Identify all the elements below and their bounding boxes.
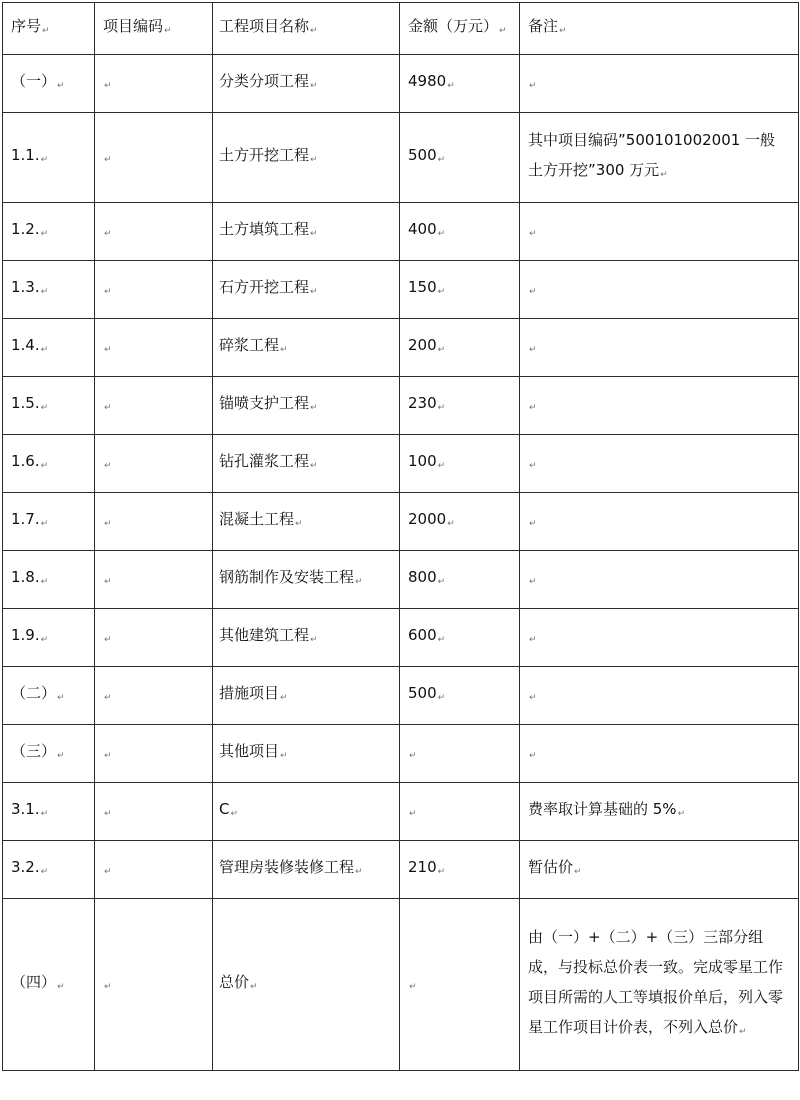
cell-seq-text: （三） (11, 742, 57, 760)
paragraph-mark-icon: ↵ (437, 155, 446, 165)
paragraph-mark-icon: ↵ (529, 461, 537, 471)
cell-name-text: 钢筋制作及安装工程 (219, 568, 355, 586)
table-row (3, 261, 799, 319)
cell-name-text: 其他项目 (219, 742, 280, 760)
cell-note (520, 261, 799, 319)
cell-note-text: 由（一）+（二）+（三）三部分组成，与投标总价表一致。完成零星工作项目所需的人工等填报价单后，列入零星工作项目计价表，不列入总价 (528, 928, 784, 1036)
cell-amount (400, 725, 520, 783)
cell-note (520, 203, 799, 261)
paragraph-mark-icon: ↵ (355, 577, 363, 587)
table-row (3, 203, 799, 261)
paragraph-mark-icon: ↵ (355, 867, 363, 877)
paragraph-mark-icon: ↵ (280, 751, 288, 761)
paragraph-mark-icon: ↵ (499, 26, 507, 36)
header-note (520, 3, 799, 55)
paragraph-mark-icon: ↵ (104, 81, 112, 91)
paragraph-mark-icon: ↵ (104, 809, 112, 819)
cell-amount (400, 319, 520, 377)
paragraph-mark-icon: ↵ (104, 229, 112, 239)
paragraph-mark-icon: ↵ (529, 345, 537, 355)
table-row (3, 377, 799, 435)
cell-seq-text: 1.3. (11, 278, 40, 296)
cell-name-text: 锚喷支护工程 (219, 394, 310, 412)
cell-code (95, 609, 213, 667)
cell-amount-text: 4980 (408, 72, 447, 90)
paragraph-mark-icon: ↵ (40, 461, 49, 471)
cell-code (95, 899, 213, 1071)
cell-name-text: 措施项目 (219, 684, 280, 702)
cell-seq (3, 493, 95, 551)
cell-name (213, 667, 400, 725)
paragraph-mark-icon: ↵ (295, 519, 303, 529)
paragraph-mark-icon: ↵ (104, 519, 112, 529)
cell-note (520, 551, 799, 609)
cell-seq (3, 551, 95, 609)
paragraph-mark-icon: ↵ (104, 577, 112, 587)
paragraph-mark-icon: ↵ (529, 751, 537, 761)
cell-amount-text: 200 (408, 336, 437, 354)
paragraph-mark-icon: ↵ (529, 577, 537, 587)
paragraph-mark-icon: ↵ (529, 693, 537, 703)
paragraph-mark-icon: ↵ (529, 229, 537, 239)
paragraph-mark-icon: ↵ (529, 635, 537, 645)
cell-seq (3, 899, 95, 1071)
cell-amount (400, 551, 520, 609)
cell-seq (3, 609, 95, 667)
cell-name (213, 435, 400, 493)
paragraph-mark-icon: ↵ (40, 635, 49, 645)
paragraph-mark-icon: ↵ (40, 809, 49, 819)
cell-amount (400, 899, 520, 1071)
paragraph-mark-icon: ↵ (310, 81, 318, 91)
cell-amount-text: 600 (408, 626, 437, 644)
paragraph-mark-icon: ↵ (104, 287, 112, 297)
cell-seq (3, 667, 95, 725)
cell-amount-text: 800 (408, 568, 437, 586)
cell-code (95, 319, 213, 377)
header-seq-text: 序号 (11, 17, 42, 35)
cell-name-text: 总价 (219, 973, 250, 991)
cell-amount (400, 55, 520, 113)
paragraph-mark-icon: ↵ (104, 751, 112, 761)
paragraph-mark-icon: ↵ (529, 81, 537, 91)
cell-seq (3, 841, 95, 899)
cell-amount-text: 500 (408, 684, 437, 702)
bill-of-quantities-table (2, 2, 799, 1071)
paragraph-mark-icon: ↵ (447, 81, 455, 91)
paragraph-mark-icon: ↵ (739, 1027, 747, 1037)
paragraph-mark-icon: ↵ (310, 26, 318, 36)
paragraph-mark-icon: ↵ (280, 693, 288, 703)
paragraph-mark-icon: ↵ (447, 519, 455, 529)
cell-note (520, 113, 799, 203)
cell-amount (400, 667, 520, 725)
paragraph-mark-icon: ↵ (164, 26, 172, 36)
paragraph-mark-icon: ↵ (230, 809, 239, 819)
cell-note (520, 841, 799, 899)
paragraph-mark-icon: ↵ (437, 287, 446, 297)
cell-code (95, 435, 213, 493)
table-row (3, 435, 799, 493)
cell-seq (3, 725, 95, 783)
cell-seq-text: 1.8. (11, 568, 40, 586)
cell-amount-text: 150 (408, 278, 437, 296)
paragraph-mark-icon: ↵ (437, 229, 446, 239)
cell-note-text: 费率取计算基础的 5% (528, 800, 677, 818)
cell-amount (400, 377, 520, 435)
cell-name (213, 113, 400, 203)
paragraph-mark-icon: ↵ (42, 26, 50, 36)
paragraph-mark-icon: ↵ (409, 982, 417, 992)
paragraph-mark-icon: ↵ (104, 635, 112, 645)
cell-amount (400, 841, 520, 899)
cell-code (95, 725, 213, 783)
cell-seq-text: 3.2. (11, 858, 40, 876)
cell-seq (3, 203, 95, 261)
table-row (3, 899, 799, 1071)
cell-note (520, 319, 799, 377)
paragraph-mark-icon: ↵ (529, 403, 537, 413)
cell-seq (3, 319, 95, 377)
paragraph-mark-icon: ↵ (104, 403, 112, 413)
cell-name-text: 混凝土工程 (219, 510, 295, 528)
cell-code (95, 551, 213, 609)
cell-code (95, 667, 213, 725)
paragraph-mark-icon: ↵ (40, 577, 49, 587)
paragraph-mark-icon: ↵ (40, 403, 49, 413)
cell-amount (400, 493, 520, 551)
cell-seq (3, 55, 95, 113)
table-row (3, 725, 799, 783)
cell-name (213, 319, 400, 377)
paragraph-mark-icon: ↵ (574, 867, 582, 877)
paragraph-mark-icon: ↵ (529, 287, 537, 297)
cell-amount (400, 261, 520, 319)
cell-note (520, 55, 799, 113)
paragraph-mark-icon: ↵ (104, 693, 112, 703)
table-row (3, 667, 799, 725)
table-body (3, 3, 799, 1071)
cell-seq-text: （一） (11, 72, 57, 90)
paragraph-mark-icon: ↵ (57, 982, 65, 992)
header-row (3, 3, 799, 55)
cell-name-text: 分类分项工程 (219, 72, 310, 90)
paragraph-mark-icon: ↵ (40, 287, 49, 297)
cell-amount (400, 203, 520, 261)
cell-seq-text: 1.9. (11, 626, 40, 644)
cell-name-text: 钻孔灌浆工程 (219, 452, 310, 470)
paragraph-mark-icon: ↵ (310, 403, 318, 413)
paragraph-mark-icon: ↵ (409, 751, 417, 761)
cell-name-text: 土方填筑工程 (219, 220, 310, 238)
cell-name-text: C (219, 800, 230, 818)
paragraph-mark-icon: ↵ (437, 345, 446, 355)
cell-name-text: 土方开挖工程 (219, 146, 310, 164)
cell-note (520, 493, 799, 551)
paragraph-mark-icon: ↵ (677, 809, 686, 819)
cell-note-text: 其中项目编码”500101002001 一般土方开挖”300 万元 (528, 131, 776, 179)
cell-code (95, 203, 213, 261)
table-row (3, 551, 799, 609)
cell-seq-text: 1.7. (11, 510, 40, 528)
paragraph-mark-icon: ↵ (250, 982, 258, 992)
cell-name (213, 899, 400, 1071)
paragraph-mark-icon: ↵ (310, 229, 318, 239)
cell-name (213, 783, 400, 841)
paragraph-mark-icon: ↵ (40, 519, 49, 529)
cell-name-text: 碎浆工程 (219, 336, 280, 354)
paragraph-mark-icon: ↵ (40, 155, 49, 165)
table-row (3, 493, 799, 551)
paragraph-mark-icon: ↵ (310, 461, 318, 471)
cell-code (95, 493, 213, 551)
paragraph-mark-icon: ↵ (57, 81, 65, 91)
cell-amount-text: 100 (408, 452, 437, 470)
cell-name-text: 石方开挖工程 (219, 278, 310, 296)
cell-note (520, 377, 799, 435)
paragraph-mark-icon: ↵ (529, 519, 537, 529)
paragraph-mark-icon: ↵ (437, 577, 446, 587)
header-amount-text: 金额（万元） (408, 17, 499, 35)
paragraph-mark-icon: ↵ (437, 635, 446, 645)
cell-seq-text: 3.1. (11, 800, 40, 818)
paragraph-mark-icon: ↵ (57, 693, 65, 703)
cell-name (213, 841, 400, 899)
header-note-text: 备注 (528, 17, 559, 35)
cell-code (95, 55, 213, 113)
cell-code (95, 783, 213, 841)
paragraph-mark-icon: ↵ (104, 461, 112, 471)
cell-note (520, 783, 799, 841)
cell-seq (3, 435, 95, 493)
paragraph-mark-icon: ↵ (104, 345, 112, 355)
paragraph-mark-icon: ↵ (40, 345, 49, 355)
cell-seq (3, 261, 95, 319)
paragraph-mark-icon: ↵ (437, 693, 446, 703)
cell-code (95, 377, 213, 435)
paragraph-mark-icon: ↵ (559, 26, 567, 36)
cell-seq-text: 1.6. (11, 452, 40, 470)
cell-note (520, 725, 799, 783)
cell-seq (3, 377, 95, 435)
cell-name (213, 493, 400, 551)
cell-name (213, 261, 400, 319)
cell-code (95, 113, 213, 203)
table-row (3, 55, 799, 113)
header-name-text: 工程项目名称 (219, 17, 310, 35)
cell-name (213, 55, 400, 113)
cell-seq-text: 1.5. (11, 394, 40, 412)
cell-amount (400, 113, 520, 203)
cell-name (213, 377, 400, 435)
cell-code (95, 841, 213, 899)
cell-name-text: 管理房装修装修工程 (219, 858, 355, 876)
cell-seq-text: 1.1. (11, 146, 40, 164)
cell-amount-text: 500 (408, 146, 437, 164)
header-code-text: 项目编码 (103, 17, 164, 35)
header-amount (400, 3, 520, 55)
cell-note (520, 899, 799, 1071)
cell-name-text: 其他建筑工程 (219, 626, 310, 644)
header-code (95, 3, 213, 55)
paragraph-mark-icon: ↵ (40, 229, 49, 239)
cell-name (213, 203, 400, 261)
table-row (3, 841, 799, 899)
cell-amount (400, 609, 520, 667)
paragraph-mark-icon: ↵ (40, 867, 49, 877)
cell-note (520, 435, 799, 493)
paragraph-mark-icon: ↵ (409, 809, 417, 819)
paragraph-mark-icon: ↵ (310, 155, 318, 165)
paragraph-mark-icon: ↵ (437, 403, 446, 413)
cell-note (520, 609, 799, 667)
cell-amount (400, 435, 520, 493)
cell-name (213, 551, 400, 609)
cell-seq-text: 1.4. (11, 336, 40, 354)
cell-amount (400, 783, 520, 841)
paragraph-mark-icon: ↵ (104, 867, 112, 877)
cell-note (520, 667, 799, 725)
table-row (3, 113, 799, 203)
paragraph-mark-icon: ↵ (57, 751, 65, 761)
cell-name (213, 609, 400, 667)
cell-amount-text: 2000 (408, 510, 447, 528)
paragraph-mark-icon: ↵ (437, 461, 446, 471)
paragraph-mark-icon: ↵ (104, 155, 112, 165)
table-row (3, 319, 799, 377)
cell-seq-text: （四） (11, 973, 57, 991)
cell-seq-text: （二） (11, 684, 57, 702)
header-name (213, 3, 400, 55)
table-row (3, 609, 799, 667)
cell-amount-text: 230 (408, 394, 437, 412)
cell-note-text: 暂估价 (528, 858, 574, 876)
table-row (3, 783, 799, 841)
cell-name (213, 725, 400, 783)
cell-seq (3, 783, 95, 841)
paragraph-mark-icon: ↵ (280, 345, 288, 355)
paragraph-mark-icon: ↵ (310, 287, 318, 297)
paragraph-mark-icon: ↵ (660, 170, 668, 180)
paragraph-mark-icon: ↵ (437, 867, 446, 877)
cell-seq-text: 1.2. (11, 220, 40, 238)
cell-amount-text: 210 (408, 858, 437, 876)
cell-amount-text: 400 (408, 220, 437, 238)
cell-code (95, 261, 213, 319)
cell-seq (3, 113, 95, 203)
paragraph-mark-icon: ↵ (310, 635, 318, 645)
header-seq (3, 3, 95, 55)
paragraph-mark-icon: ↵ (104, 982, 112, 992)
